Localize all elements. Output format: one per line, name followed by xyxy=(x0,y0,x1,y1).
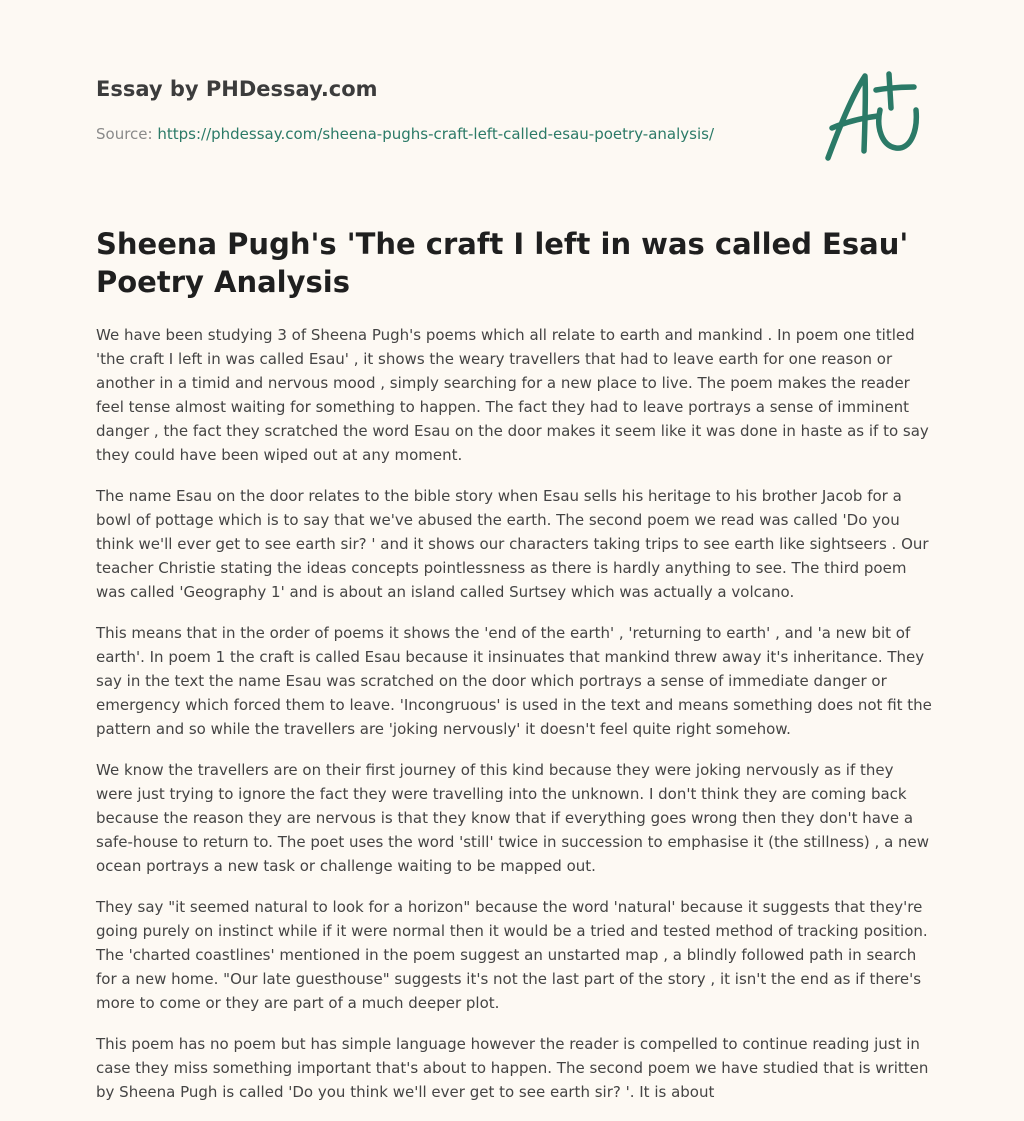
logo-plus-horizontal xyxy=(876,87,914,90)
source-link[interactable]: https://phdessay.com/sheena-pughs-craft-left-called-esau-poetry-analysis/ xyxy=(157,125,714,143)
essay-paragraph: The name Esau on the door relates to the bible story when Esau sells his heritage to his brother Jacob for a bowl of pottage which is to say that we've abused the earth. The second poem we read was called 'Do you think we'll ever get to see earth sir? ' and it shows our characters taking trips to see earth like sightseers . Our teacher Christie stating the ideas concepts pointlessness as there is hardly anything to see. The third poem was called 'Geography 1' and is about an island called Surtsey which was actually a volcano. xyxy=(96,487,929,601)
site-title: Essay by PHDessay.com xyxy=(96,77,378,101)
essay-paragraph: This poem has no poem but has simple language however the reader is compelled to continue reading just in case they miss something important that's about to happen. The second poem we have studied that is written by Sheena Pugh is called 'Do you think we'll ever get to see earth sir? '. It is about xyxy=(96,1035,929,1101)
essay-paragraph: They say "it seemed natural to look for a horizon" because the word 'natural' because it suggests that they're going purely on instinct while if it were normal then it would be a tried and tested method of tracking position. The 'charted coastlines' mentioned in the poem suggest an unstarted map , a blindly followed path in search for a new home. "Our late guesthouse" suggests it's not the last part of the story , it isn't the end as if there's more to come or they are part of a much deeper plot. xyxy=(96,898,928,1012)
logo-swoosh xyxy=(879,110,917,148)
source-line xyxy=(96,124,796,144)
logo-plus-vertical xyxy=(889,74,891,108)
essay-paragraph: We know the travellers are on their first journey of this kind because they were joking nervously as if they were just trying to ignore the fact they were travelling into the unknown. I don't think they are coming back because the reason they are nervous is that they know that if everything goes wrong then they don't have a safe-house to return to. The poet uses the word 'still' twice in succession to emphasise it (the stillness) , a new ocean portrays a new task or challenge waiting to be mapped out. xyxy=(96,761,930,875)
a-plus-logo-icon xyxy=(818,66,930,168)
essay-paragraph: We have been studying 3 of Sheena Pugh's poems which all relate to earth and mankind . In poem one titled 'the craft I left in was called Esau' , it shows the weary travellers that had to leave earth for one reason or another in a timid and nervous mood , simply searching for a new place to live. The poem makes the reader feel tense almost waiting for something to happen. The fact they had to leave portrays a sense of imminent danger , the fact they scratched the word Esau on the door makes it seem like it was done in haste as if to say they could have been wiped out at any moment. xyxy=(96,326,929,464)
essay-title: Sheena Pugh's 'The craft I left in was called Esau' Poetry Analysis xyxy=(96,227,909,299)
source-label: Source: xyxy=(96,125,153,143)
essay-paragraph: This means that in the order of poems it shows the 'end of the earth' , 'returning to earth' , and 'a new bit of earth'. In poem 1 the craft is called Esau because it insinuates that mankind threw away it's inheritance. They say in the text the name Esau was scratched on the door which portrays a sense of immediate danger or emergency which forced them to leave. 'Incongruous' is used in the text and means something does not fit the pattern and so while the travellers are 'joking nervously' it doesn't feel quite right somehow. xyxy=(96,624,932,738)
essay-header xyxy=(96,74,796,144)
logo-a-crossbar xyxy=(832,116,878,128)
essay-body xyxy=(96,323,934,1121)
a-plus-logo-svg xyxy=(818,66,930,168)
